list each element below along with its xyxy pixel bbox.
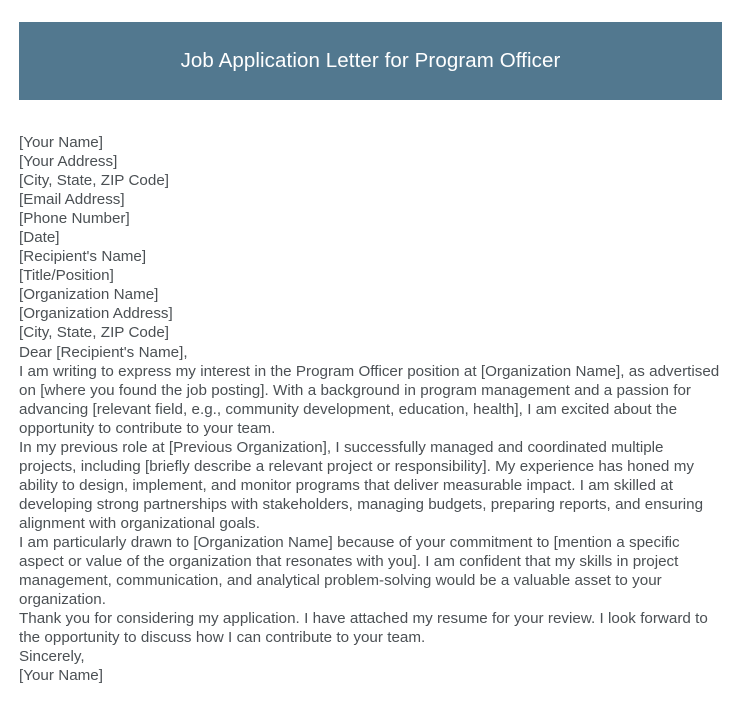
salutation: Dear [Recipient's Name], [19, 343, 188, 361]
sender-line: [Your Address] [19, 153, 118, 171]
recipient-line: [Recipient's Name] [19, 248, 147, 266]
recipient-line: [Organization Name] [19, 286, 159, 304]
recipient-address-block [19, 247, 723, 342]
letter-body [19, 133, 723, 685]
recipient-line: [City, State, ZIP Code] [19, 324, 169, 342]
body-paragraph: In my previous role at [Previous Organization], I successfully managed and coordinated multiple projects, including [briefly describe a relevant project or responsibility]. My experience has honed my ability to design, implement, and monitor programs that deliver measurable impact. I am skilled at developing strong partnerships with stakeholders, managing budgets, preparing reports, and ensuring alignment with organizational goals. [19, 438, 704, 532]
sender-line: [City, State, ZIP Code] [19, 172, 169, 190]
recipient-line: [Organization Address] [19, 305, 173, 323]
page-title: Job Application Letter for Program Officer [180, 48, 561, 72]
sender-line: [Phone Number] [19, 210, 130, 228]
signature: [Your Name] [19, 667, 103, 685]
recipient-line: [Title/Position] [19, 267, 114, 285]
sender-line: [Your Name] [19, 134, 103, 151]
sender-address-block [19, 133, 723, 247]
closing: Sincerely, [19, 648, 85, 666]
body-paragraph: I am particularly drawn to [Organization Name] because of your commitment to [mention a specific aspect or value of the organization that resonates with you]. I am confident that my skills in project management, communication, and analytical problem-solving would be a valuable asset to your organization. [19, 533, 680, 609]
header-banner [19, 22, 722, 100]
body-paragraph: Thank you for considering my application. I have attached my resume for your review. I look forward to the opportunity to discuss how I can contribute to your team. [19, 610, 708, 647]
body-paragraph: I am writing to express my interest in the Program Officer position at [Organization Name], as advertised on [where you found the job posting]. With a background in program management and a passion for advancing [relevant field, e.g., community development, education, health], I am excited about the opportunity to contribute to your team. [19, 362, 720, 437]
sender-line: [Date] [19, 229, 60, 247]
sender-line: [Email Address] [19, 191, 125, 209]
